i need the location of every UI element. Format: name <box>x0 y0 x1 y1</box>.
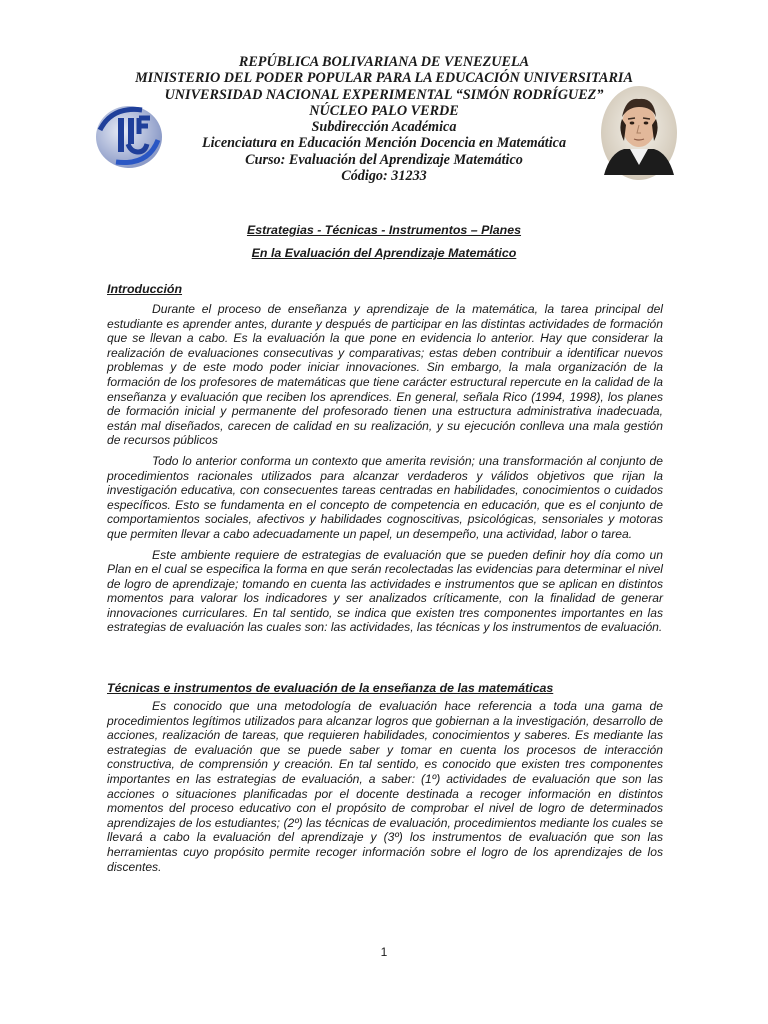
document-header <box>120 54 648 184</box>
document-subtitle: En la Evaluación del Aprendizaje Matemático <box>251 246 517 260</box>
header-line-degree: Licenciatura en Educación Mención Docencia en Matemática <box>201 135 567 152</box>
paragraph: Todo lo anterior conforma un contexto que amerita revisión; una transformación al conjunto de procedimientos racionales utilizados para alcanzar verdaderos y válidos objetivos que rijan la investigación educativa, con consecuentes tareas centradas en habilidades, conocimientos o cuidados específicos. Esto se fundamenta en el concepto de competencia en educación, que es el conjunto de comportamientos sociales, afectivos y habilidades cognoscitivas, psicológicas, sensoriales y motoras que permiten llevar a cabo adecuadamente un papel, un desempeño, una actividad, labor o tarea. <box>107 453 663 541</box>
section-heading-tecnicas: Técnicas e instrumentos de evaluación de la enseñanza de las matemáticas <box>107 681 554 695</box>
page-number: 1 <box>380 945 388 959</box>
section-body-tecnicas <box>107 699 663 874</box>
section-heading-introduccion: Introducción <box>107 282 183 296</box>
header-line-course: Curso: Evaluación del Aprendizaje Matemático <box>245 151 523 168</box>
simon-rodriguez-portrait <box>600 85 678 181</box>
header-line-ministry: MINISTERIO DEL PODER POPULAR PARA LA EDUCACIÓN UNIVERSITARIA <box>135 70 633 87</box>
paragraph: Es conocido que una metodología de evaluación hace referencia a toda una gama de procedimientos legítimos utilizados para alcanzar logros que gobiernan a la investigación, desarrollo de acciones, realización de tareas, que requieren habilidades, conocimientos y saberes. Es mediante las estrategias de evaluación que se puede saber y tomar en cuenta los procesos de interacción constructiva, de comprensión y creación. En tal sentido, es conocido que existen tres componentes importantes en las estrategias de evaluación, a saber: (1º) actividades de evaluación que son las acciones o situaciones planificadas por el docente destinada a recoger información en distintos momentos del proceso educativo con el propósito de comprobar el nivel de logro de determinados aprendizajes de los estudiantes; (2º) las técnicas de evaluación, procedimientos mediante los cuales se llevará a cabo la evaluación del aprendizaje y (3º) los instrumentos de evaluación que son las herramientas cuyo propósito permite recoger información sobre el logro de los aprendizajes de los discentes. <box>107 699 663 874</box>
header-line-campus: NÚCLEO PALO VERDE <box>309 102 459 119</box>
paragraph: Este ambiente requiere de estrategias de evaluación que se pueden definir hoy día como un Plan en el cual se especifica la forma en que serán recolectadas las evidencias para determinar el nivel de logro de aprendizaje; tomando en cuenta las actividades e instrumentos que se aplican en distintos momentos para valorar los indicadores y ser analizados críticamente, con la finalidad de generar innovaciones curriculares. En tal sentido, se indica que existen tres componentes importantes en las estrategias de evaluación las cuales son: las actividades, las técnicas y los instrumentos de evaluación. <box>107 547 663 635</box>
paragraph: Durante el proceso de enseñanza y aprendizaje de la matemática, la tarea principal del estudiante es aprender antes, durante y después de participar en las distintas actividades de formación que se llevan a cabo. Es la evaluación la que pone en evidencia lo anterior. Hay que considerar la realización de evaluaciones consecutivas y comparativas; estas deben contribuir a identificar nuevos problemas y de este modo poder iniciar innovaciones. Sin embargo, la mala organización de la formación de los profesores de matemáticas que tiene carácter estructural repercute en la calidad de la enseñanza y evaluación que reciben los aprendices. En general, señala Rico (1994, 1998), los planes de formación inicial y permanente del profesorado tienen una estructura administrativa inadecuada, están mal diseñados, carecen de calidad en su realización, y su ejecución conlleva una mala gestión de recursos públicos <box>107 302 663 448</box>
university-logo-icon <box>92 100 166 172</box>
header-line-country: REPÚBLICA BOLIVARIANA DE VENEZUELA <box>238 54 530 70</box>
header-line-code: Código: 31233 <box>341 168 427 185</box>
header-line-department: Subdirección Académica <box>311 119 457 136</box>
header-line-university: UNIVERSIDAD NACIONAL EXPERIMENTAL “SIMÓN RODRÍGUEZ” <box>164 86 604 103</box>
document-title: Estrategias - Técnicas - Instrumentos – Planes <box>246 223 522 237</box>
section-body-introduccion <box>107 302 663 635</box>
